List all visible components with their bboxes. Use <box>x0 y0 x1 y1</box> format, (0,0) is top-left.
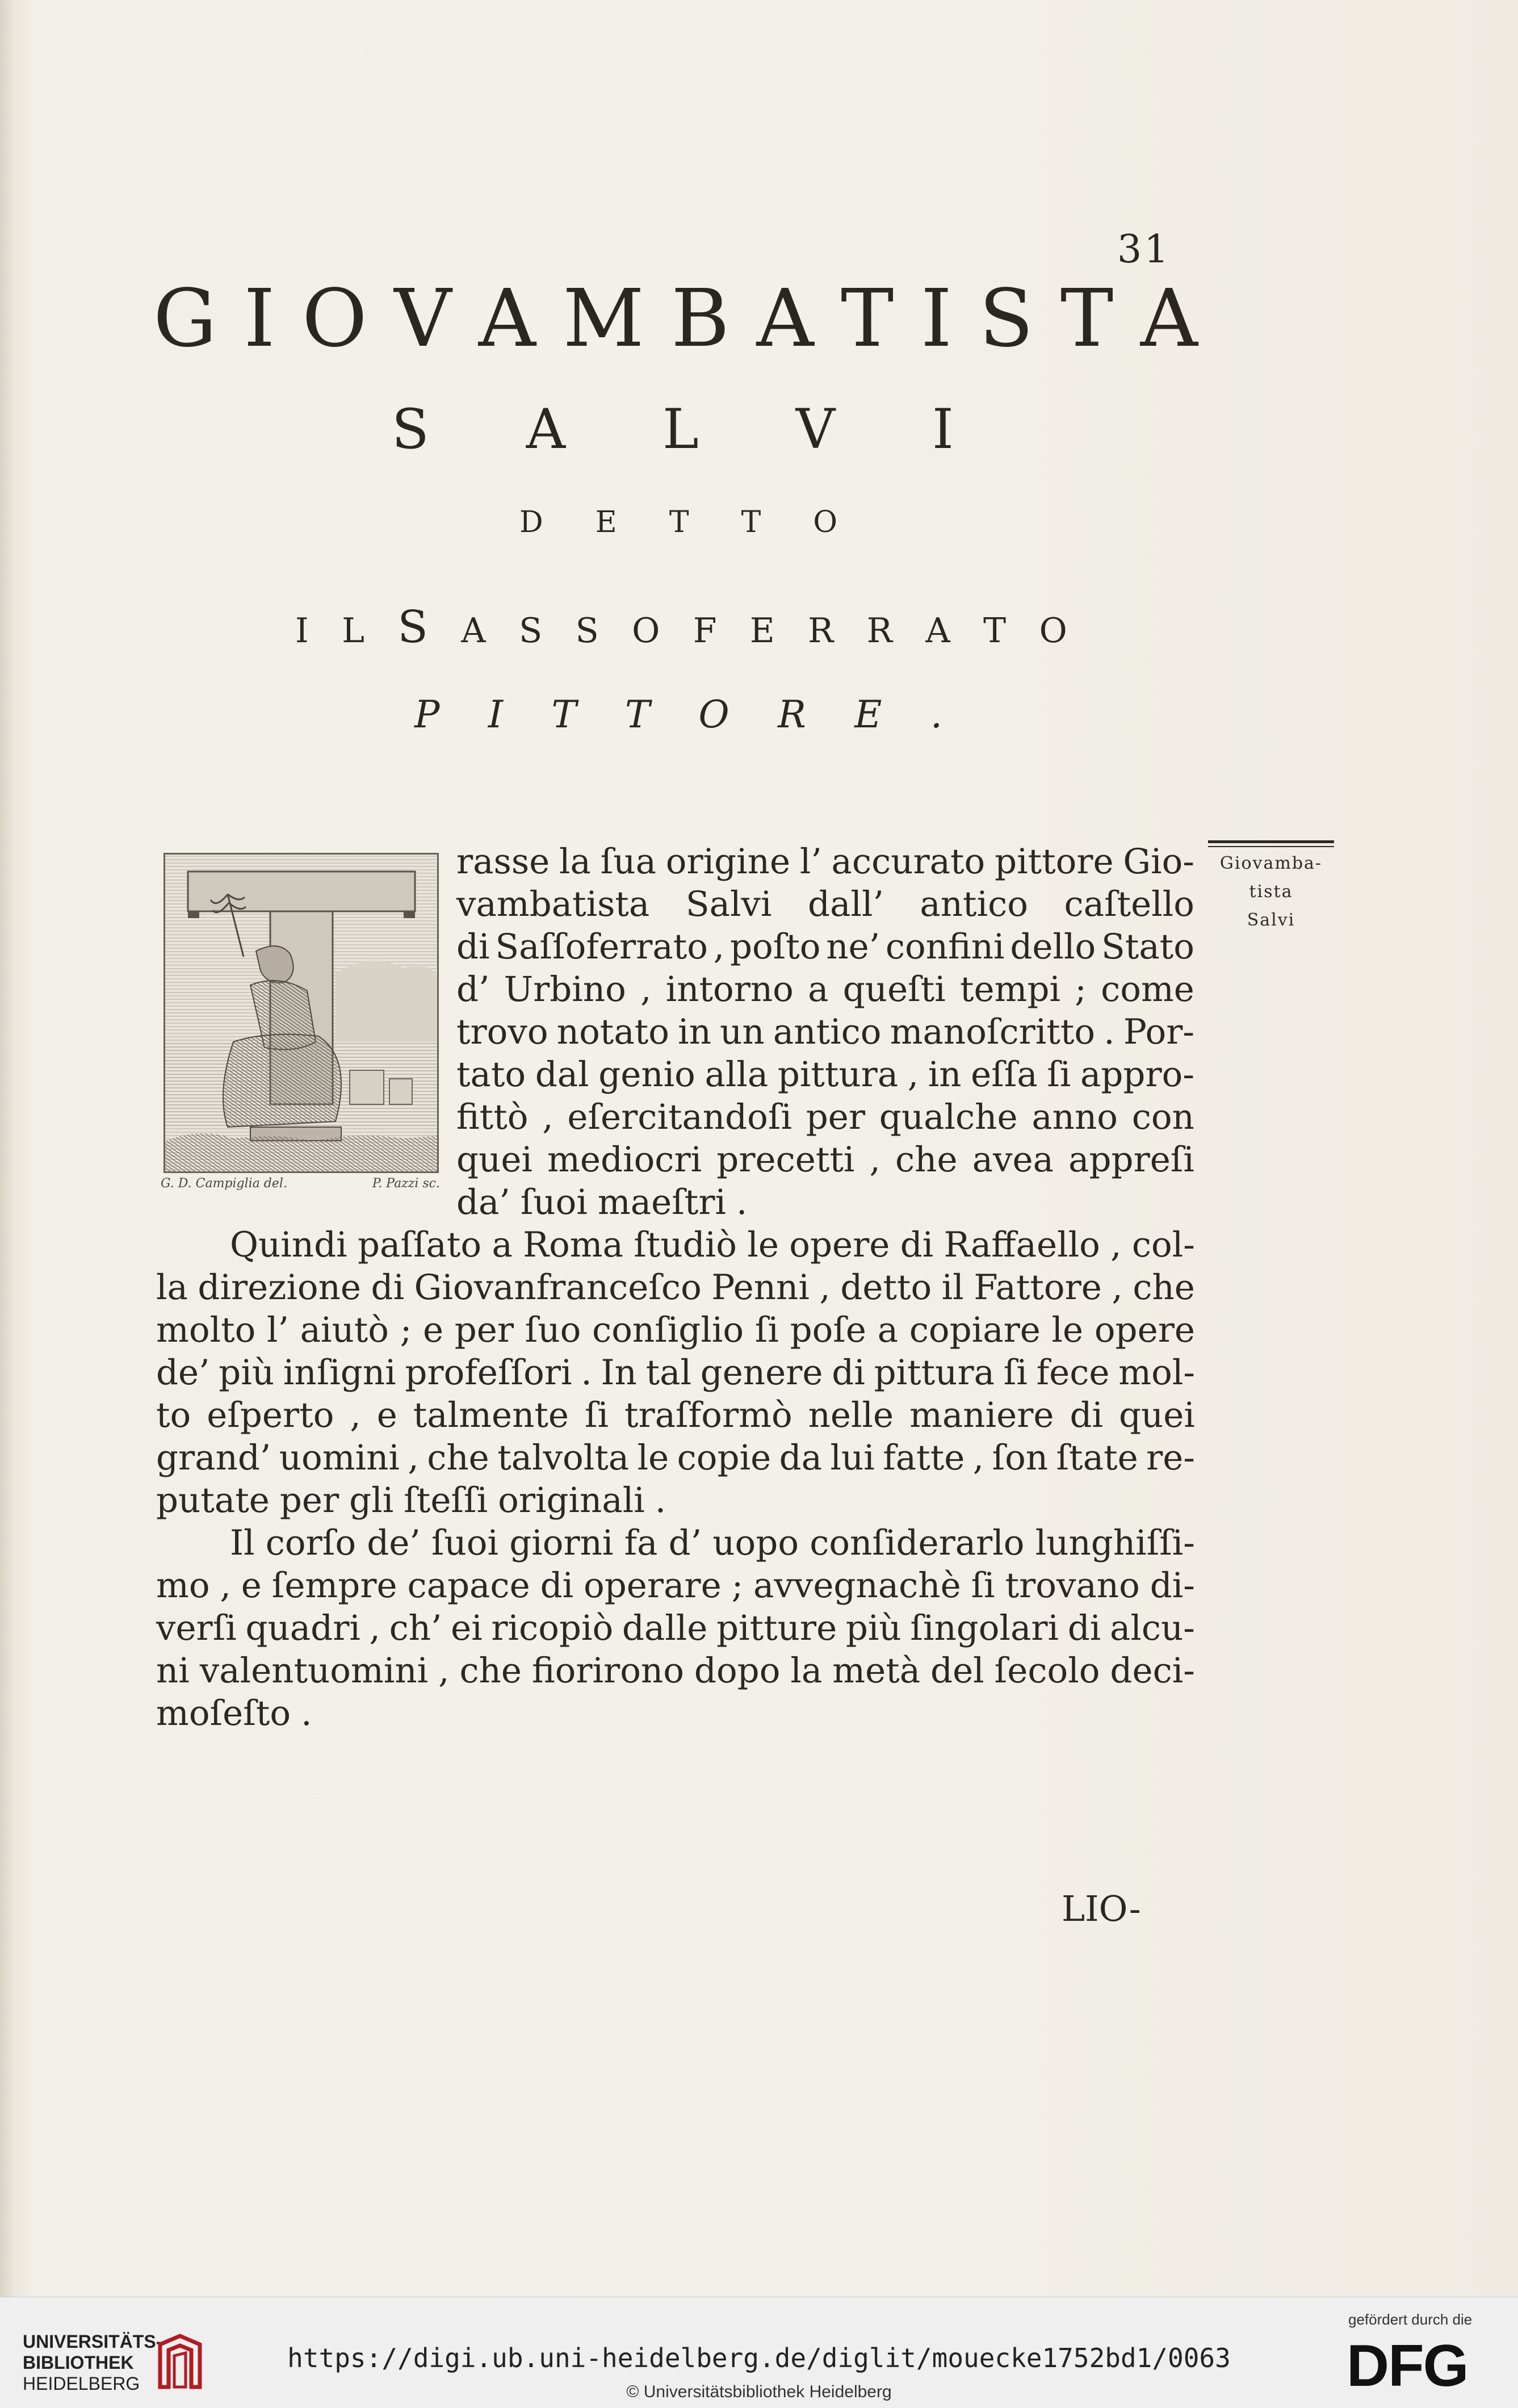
title-4-letter: T <box>983 611 1007 651</box>
permalink-url[interactable]: https://digi.ub.uni-heidelberg.de/diglit/mouecke1752bd1/0063 <box>287 2343 1231 2373</box>
title-5-letter: R <box>778 693 806 736</box>
title-3-letter: T <box>669 505 689 539</box>
title-line-3 <box>519 505 837 539</box>
title-1-letter: A <box>478 273 536 365</box>
text-line: de’ più inſigni profeſſori . In tal genere di pittura ſi fece mol- <box>156 1352 1195 1393</box>
title-2-letter: I <box>932 397 954 461</box>
text-line: Il corſo de’ ſuoi giorni fa d’ uopo conſiderarlo lunghiſſi- <box>230 1523 1195 1563</box>
text-line: rasse la ſua origine l’ accurato pittore Gio- <box>456 841 1194 882</box>
marginal-note-line-2: tista <box>1249 882 1293 902</box>
title-1-letter: B <box>671 273 730 365</box>
title-5-letter: P <box>414 693 440 736</box>
title-1-letter: V <box>394 273 452 365</box>
title-1-letter: S <box>979 273 1034 365</box>
page-number: 31 <box>1117 227 1171 272</box>
title-line-5 <box>414 693 942 736</box>
marginal-note <box>1208 840 1334 935</box>
title-4-letter: O <box>1039 611 1067 651</box>
title-line-2 <box>392 397 954 461</box>
title-5-letter: E <box>854 693 882 736</box>
paragraph-1 <box>456 840 1194 1224</box>
text-line: quei mediocri precetti , che avea appreſi <box>456 1140 1194 1180</box>
text-line: grand’ uomini , che talvolta le copie da lui fatte , ſon ſtate re- <box>156 1438 1195 1478</box>
title-1-letter: T <box>841 273 894 365</box>
page-gutter <box>0 0 15 2297</box>
paragraph-3 <box>156 1522 1195 1735</box>
title-1-letter: O <box>302 273 367 365</box>
text-line: verſi quadri , ch’ ei ricopiò dalle pitture più ſingolari di alcu- <box>156 1608 1195 1648</box>
title-2-letter: L <box>662 397 699 461</box>
title-4-letter: F <box>693 611 717 651</box>
title-4-letter: S <box>575 611 599 651</box>
marginal-note-line-1: Giovamba- <box>1219 853 1323 873</box>
title-1-letter: I <box>920 273 953 365</box>
title-1-letter: A <box>1140 273 1198 365</box>
title-3-letter: O <box>813 505 837 539</box>
title-3-letter: T <box>741 505 761 539</box>
engraved-initial-plate <box>163 853 439 1173</box>
copyright-notice: © Universitätsbibliothek Heidelberg <box>626 2382 892 2401</box>
text-line: ni valentuomini , che fiorirono dopo la metà del ſecolo deci- <box>156 1651 1195 1691</box>
catchword: LIO- <box>1062 1888 1141 1929</box>
title-5-letter: T <box>624 693 651 736</box>
marginal-note-line-3: Salvi <box>1247 910 1295 930</box>
title-4-letter: E <box>749 611 775 651</box>
title-line-1 <box>153 273 1198 365</box>
text-line: d’ Urbino , intorno a queſti tempi ; come <box>456 969 1194 1010</box>
title-4-letter: S <box>519 611 543 651</box>
title-4-capital: S <box>397 602 428 653</box>
library-name-line-2: BIBLIOTHEK <box>23 2352 134 2373</box>
title-2-letter: S <box>392 397 429 461</box>
title-1-letter: G <box>153 273 217 365</box>
text-line: da’ ſuoi maeſtri . <box>456 1182 748 1222</box>
text-line: di Saſſoferrato , poſto ne’ confini dello Stato <box>456 927 1194 967</box>
viewer-footer <box>0 2297 1518 2408</box>
text-line: molto l’ aiutò ; e per ſuo conſiglio ſi poſe a copiare le opere <box>156 1310 1195 1350</box>
text-line: vambatista Salvi dall’ antico caſtello <box>456 884 1194 924</box>
text-line: fittò , eſercitandoſi per qualche anno con <box>456 1097 1194 1137</box>
title-4-letter: A <box>925 611 950 651</box>
initial-t-engraving-icon <box>165 855 437 1171</box>
text-line: moſeſto . <box>156 1693 312 1733</box>
title-4-letter: R <box>866 611 892 651</box>
title-4-letter: O <box>632 611 660 651</box>
plate-credit-designer: G. D. Campiglia del. <box>161 1176 287 1191</box>
title-4-letter: R <box>808 611 834 651</box>
title-2-letter: A <box>526 397 566 461</box>
library-name-line-3: HEIDELBERG <box>23 2373 140 2394</box>
paragraph-2 <box>156 1224 1195 1522</box>
text-line: tato dal genio alla pittura , in eſſa ſi appro- <box>456 1054 1194 1095</box>
text-line: to eſperto , e talmente ſi traſformò nelle maniere di quei <box>156 1395 1195 1435</box>
marginal-rule-thin <box>1208 846 1334 847</box>
title-5-letter: . <box>930 693 942 736</box>
title-1-letter: I <box>244 273 275 365</box>
funding-label: gefördert durch die <box>1348 2311 1473 2328</box>
title-3-letter: D <box>519 505 543 539</box>
plate-credit-engraver: P. Pazzi sc. <box>372 1176 440 1191</box>
title-5-letter: I <box>488 693 503 736</box>
text-line: la direzione di Giovanfranceſco Penni , detto il Fattore , che <box>156 1267 1195 1308</box>
marginal-rule-thick <box>1208 840 1334 843</box>
title-2-letter: V <box>795 397 836 461</box>
title-4-letter: I <box>295 611 309 651</box>
text-line: Quindi paſſato a Roma ſtudiò le opere di Raffaello , col- <box>230 1225 1195 1265</box>
text-line: putate per gli ſteſſi originali . <box>156 1480 666 1521</box>
title-1-letter: T <box>1060 273 1114 365</box>
title-4-letter: A <box>461 611 486 651</box>
title-5-letter: O <box>698 693 729 736</box>
title-1-letter: M <box>563 273 644 365</box>
title-line-4 <box>295 602 1067 653</box>
text-line: mo , e ſempre capace di operare ; avvegnachè ſi trovano di- <box>156 1565 1195 1606</box>
plate-credit-line <box>161 1176 440 1191</box>
title-5-letter: T <box>551 693 577 736</box>
dfg-logo[interactable]: DFG <box>1347 2333 1468 2399</box>
title-4-letter: L <box>342 611 364 651</box>
title-3-letter: E <box>595 505 617 539</box>
text-line: trovo notato in un antico manoſcritto . Por- <box>456 1012 1194 1052</box>
library-name-line-1: UNIVERSITÄTS- <box>23 2331 162 2352</box>
title-1-letter: A <box>756 273 814 365</box>
